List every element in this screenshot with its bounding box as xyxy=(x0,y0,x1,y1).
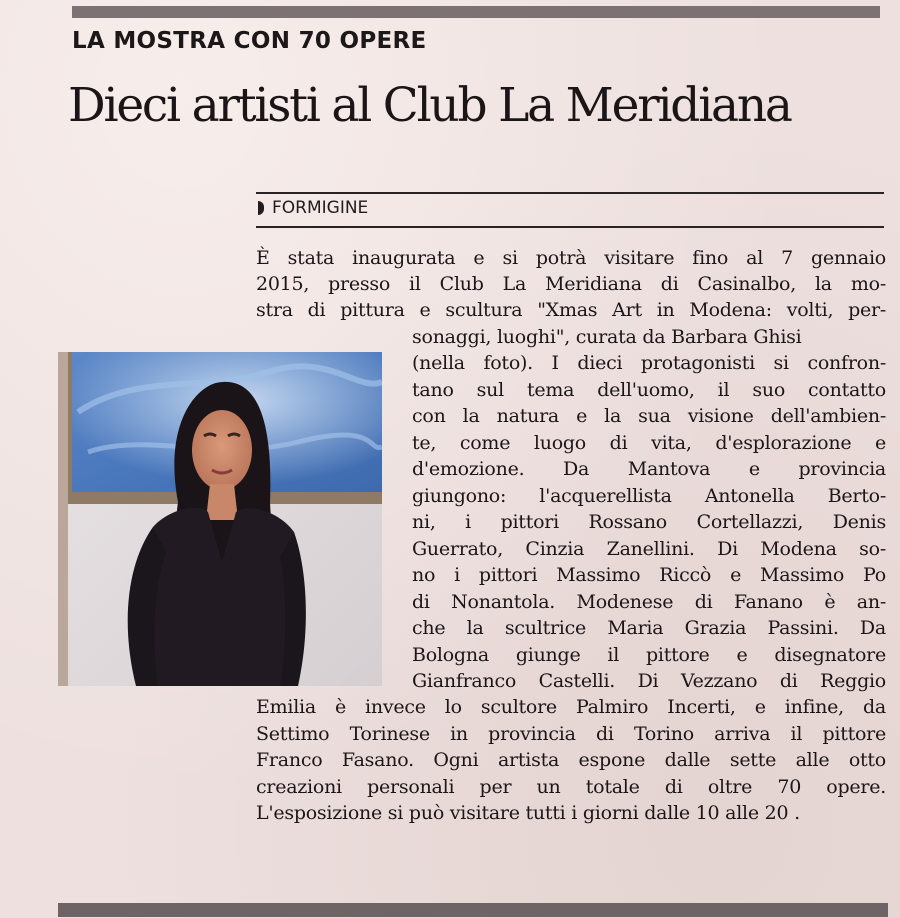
portrait-photo xyxy=(58,352,382,686)
body-line: (nella foto). I dieci protagonisti si confron- xyxy=(412,352,886,374)
top-rule xyxy=(72,6,880,18)
body-line: te, come luogo di vita, d'esplorazione e xyxy=(412,432,886,454)
bottom-rule xyxy=(58,903,888,917)
body-line: creazioni personali per un totale di oltre 70 opere. xyxy=(256,776,886,798)
body-line: Guerrato, Cinzia Zanellini. Di Modena so- xyxy=(412,538,886,560)
portrait-photo-icon xyxy=(58,352,382,686)
location-rule-bottom xyxy=(256,226,884,228)
body-line: Gianfranco Castelli. Di Vezzano di Reggio xyxy=(412,670,886,692)
kicker: LA MOSTRA CON 70 OPERE xyxy=(72,28,427,54)
body-line: Emilia è invece lo scultore Palmiro Incerti, e infine, da xyxy=(256,696,886,718)
body-line: giungono: l'acquerellista Antonella Berto- xyxy=(412,485,886,507)
body-line: 2015, presso il Club La Meridiana di Casinalbo, la mo- xyxy=(256,273,886,295)
body-line: L'esposizione si può visitare tutti i giorni dalle 10 alle 20 . xyxy=(256,802,800,824)
body-line: di Nonantola. Modenese di Fanano è an- xyxy=(412,591,886,613)
headline: Dieci artisti al Club La Meridiana xyxy=(68,78,791,133)
body-line: che la scultrice Maria Grazia Passini. Da xyxy=(412,617,886,639)
body-line: no i pittori Massimo Riccò e Massimo Po xyxy=(412,564,886,586)
body-line: con la natura e la sua visione dell'ambien- xyxy=(412,405,886,427)
body-line: stra di pittura e scultura "Xmas Art in Modena: volti, per- xyxy=(256,299,886,321)
location-label: FORMIGINE xyxy=(272,198,369,218)
location-rule-top xyxy=(256,192,884,194)
body-line: tano sul tema dell'uomo, il suo contatto xyxy=(412,379,886,401)
location-line xyxy=(258,198,368,218)
body-line: Settimo Torinese in provincia di Torino arriva il pittore xyxy=(256,723,886,745)
body-line: d'emozione. Da Mantova e provincia xyxy=(412,458,886,480)
body-line: ni, i pittori Rossano Cortellazzi, Denis xyxy=(412,511,886,533)
body-line: sonaggi, luoghi", curata da Barbara Ghisi xyxy=(412,326,802,348)
body-line: È stata inaugurata e si potrà visitare fino al 7 gennaio xyxy=(256,247,886,269)
location-marker-icon xyxy=(258,201,264,215)
body-line: Bologna giunge il pittore e disegnatore xyxy=(412,644,886,666)
body-line: Franco Fasano. Ogni artista espone dalle sette alle otto xyxy=(256,749,886,771)
